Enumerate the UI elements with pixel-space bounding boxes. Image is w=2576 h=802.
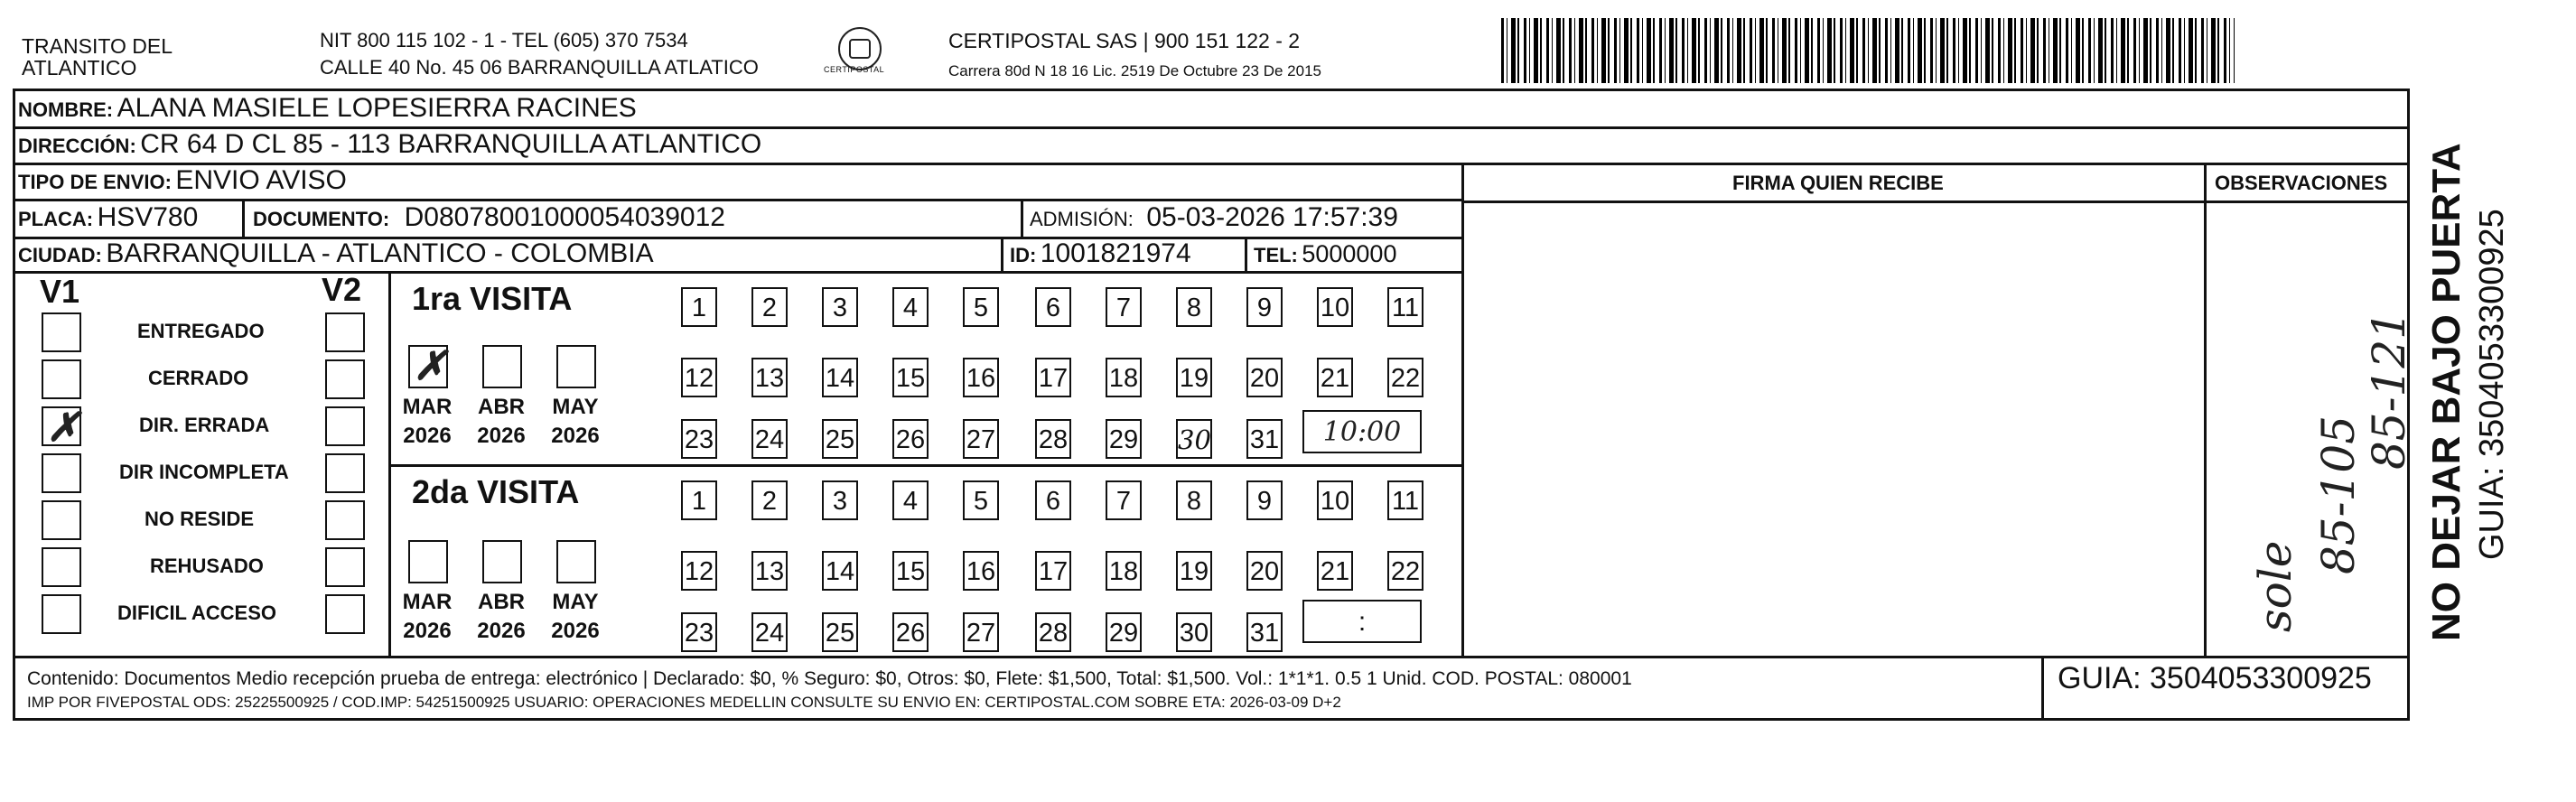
visit1-day-box[interactable]: 7 [1106, 287, 1142, 327]
v2-checkbox-entregado[interactable] [325, 312, 365, 352]
visit2-day-box[interactable]: 13 [751, 551, 788, 591]
visit2-day-box[interactable]: 22 [1387, 551, 1423, 591]
visit2-day-box[interactable]: 24 [751, 612, 788, 652]
v2-header: V2 [322, 271, 362, 308]
visit1-day-box[interactable]: 2 [751, 287, 788, 327]
visit2-month-box-mar[interactable] [408, 540, 448, 583]
visit2-day-box[interactable]: 16 [963, 551, 999, 591]
visit1-month-label: MAR [402, 395, 453, 419]
tel-cell [1254, 236, 1396, 276]
visit1-day-box[interactable]: 15 [892, 358, 929, 397]
tipo-value: ENVIO AVISO [175, 165, 347, 195]
visit1-day-box[interactable]: 24 [751, 419, 788, 459]
visit1-day-box[interactable]: 11 [1387, 287, 1423, 327]
visit2-day-box[interactable]: 27 [963, 612, 999, 652]
tipo-row [18, 163, 347, 203]
visit2-month-label: ABR [478, 590, 525, 614]
visit1-day-box[interactable]: 12 [681, 358, 717, 397]
visit1-day-box[interactable]: 8 [1176, 287, 1212, 327]
visit1-day-box[interactable]: 29 [1106, 419, 1142, 459]
visit1-day-box[interactable]: 31 [1246, 419, 1283, 459]
placa-cell [18, 200, 198, 240]
visit1-month-box-mar[interactable] [408, 345, 448, 388]
visit1-month-label: MAY [552, 395, 599, 419]
visit2-year-label: 2026 [551, 619, 600, 643]
v2-checkbox-dificil-acceso[interactable] [325, 594, 365, 634]
visit2-day-box[interactable]: 23 [681, 612, 717, 652]
nombre-label: NOMBRE: [18, 98, 114, 121]
observaciones-header: OBSERVACIONES [2215, 172, 2388, 194]
tipo-label: TIPO DE ENVIO: [18, 171, 172, 193]
visit1-day-box[interactable]: 6 [1035, 287, 1071, 327]
v1-checkbox-rehusado[interactable] [42, 547, 81, 587]
placa-label: PLACA: [18, 208, 94, 230]
visit1-day-box[interactable]: 19 [1176, 358, 1212, 397]
certipostal-logo-icon [838, 27, 882, 70]
visit1-day-box[interactable]: 5 [963, 287, 999, 327]
signature-area[interactable] [1465, 202, 2200, 654]
footer-content-line: Contenido: Documentos Medio recepción prueba de entrega: electrónico | Declarado: $0, % Seguro: $0, Otros: $0, Flete: $1,500, Total: $1,500. Vol.: 1*1*1. 0.5 1 Unid. COD. POSTAL: 080001 [27, 668, 1632, 689]
company-name-line2: ATLANTICO [22, 56, 137, 79]
firma-header: FIRMA QUIEN RECIBE [1732, 172, 1944, 194]
visit1-month-box-may[interactable] [556, 345, 596, 388]
v2-checkbox-rehusado[interactable] [325, 547, 365, 587]
barcode-icon [1501, 18, 2235, 83]
id-value: 1001821974 [1040, 238, 1191, 268]
visit2-day-box[interactable]: 14 [822, 551, 858, 591]
visit1-year-label: 2026 [551, 424, 600, 448]
visit2-day-box[interactable]: 5 [963, 480, 999, 520]
visit2-day-box[interactable]: 3 [822, 480, 858, 520]
visit2-day-box[interactable]: 8 [1176, 480, 1212, 520]
direccion-value: CR 64 D CL 85 - 113 BARRANQUILLA ATLANTICO [140, 129, 762, 159]
visit2-day-box[interactable]: 15 [892, 551, 929, 591]
visit2-month-label: MAR [402, 590, 453, 614]
x-mark-icon: ✗ [413, 343, 447, 389]
visit2-day-box[interactable]: 12 [681, 551, 717, 591]
v1-checkbox-no-reside[interactable] [42, 500, 81, 540]
handwritten-note-2: 85-105 [2312, 415, 2365, 574]
carrier-line: CERTIPOSTAL SAS | 900 151 122 - 2 [948, 29, 1301, 52]
tel-label: TEL: [1254, 244, 1298, 266]
visit1-day-box[interactable]: 1 [681, 287, 717, 327]
v2-checkbox-no-reside[interactable] [325, 500, 365, 540]
company-name-line1: TRANSITO DEL [22, 34, 173, 58]
visit2-day-box[interactable]: 17 [1035, 551, 1071, 591]
logo-text: CERTIPOSTAL [824, 65, 885, 74]
visit2-time-box[interactable]: : [1302, 600, 1422, 643]
visit2-day-box[interactable]: 30 [1176, 612, 1212, 652]
visit1-day-box[interactable]: 9 [1246, 287, 1283, 327]
side-guia: GUIA: 3504053300925 [2473, 209, 2511, 560]
v2-checkbox-dir-incompleta[interactable] [325, 453, 365, 493]
option-label: CERRADO [148, 367, 249, 389]
visit2-day-box[interactable]: 6 [1035, 480, 1071, 520]
visit2-year-label: 2026 [477, 619, 526, 643]
carrier-license: Carrera 80d N 18 16 Lic. 2519 De Octubre 23 De 2015 [948, 62, 1321, 79]
placa-value: HSV780 [97, 202, 199, 232]
nombre-row [18, 90, 637, 131]
visit2-day-box[interactable]: 10 [1317, 480, 1353, 520]
v2-checkbox-cerrado[interactable] [325, 359, 365, 399]
visit1-day-box[interactable]: 28 [1035, 419, 1071, 459]
visit2-month-label: MAY [552, 590, 599, 614]
visit2-day-box[interactable]: 4 [892, 480, 929, 520]
visit1-year-label: 2026 [477, 424, 526, 448]
visit2-day-box[interactable]: 1 [681, 480, 717, 520]
documento-value: D08078001000054039012 [404, 202, 725, 232]
tel-value: 5000000 [1302, 240, 1397, 267]
visit1-day-box[interactable]: 25 [822, 419, 858, 459]
option-label: ENTREGADO [137, 320, 265, 342]
visit1-title: 1ra VISITA [412, 280, 573, 317]
option-label: DIR INCOMPLETA [119, 461, 289, 483]
id-cell [1010, 236, 1191, 276]
documento-label: DOCUMENTO: [253, 208, 390, 230]
option-label: DIFICIL ACCESO [117, 602, 277, 624]
visit2-month-box-may[interactable] [556, 540, 596, 583]
documento-cell [253, 200, 725, 240]
option-label: DIR. ERRADA [139, 414, 270, 436]
visit1-day-box[interactable]: 14 [822, 358, 858, 397]
visit2-day-box[interactable]: 21 [1317, 551, 1353, 591]
v1-checkbox-entregado[interactable] [42, 312, 81, 352]
visit1-day-box[interactable]: 3 [822, 287, 858, 327]
visit2-day-box[interactable]: 25 [822, 612, 858, 652]
visit2-day-box[interactable]: 31 [1246, 612, 1283, 652]
visit2-day-box[interactable]: 9 [1246, 480, 1283, 520]
admision-value: 05-03-2026 17:57:39 [1146, 202, 1398, 232]
v1-header: V1 [40, 273, 80, 310]
visit2-title: 2da VISITA [412, 473, 580, 510]
v1-checkbox-dir-errada[interactable] [42, 405, 81, 451]
id-label: ID: [1010, 244, 1037, 266]
visit1-day-box[interactable]: 22 [1387, 358, 1423, 397]
visit1-year-label: 2026 [403, 424, 452, 448]
visit1-day-box[interactable]: 17 [1035, 358, 1071, 397]
nombre-value: ALANA MASIELE LOPESIERRA RACINES [117, 93, 637, 123]
v1-checkbox-dificil-acceso[interactable] [42, 594, 81, 634]
visit1-day-box[interactable]: 27 [963, 419, 999, 459]
direccion-label: DIRECCIÓN: [18, 135, 136, 157]
v2-checkbox-dir-errada[interactable] [325, 406, 365, 446]
x-mark-icon: ✗ [46, 405, 80, 451]
visit1-day-box[interactable]: 26 [892, 419, 929, 459]
visit2-day-box[interactable]: 26 [892, 612, 929, 652]
visit1-day-box[interactable]: 13 [751, 358, 788, 397]
side-warning: NO DEJAR BAJO PUERTA [2424, 143, 2469, 641]
v1-checkbox-cerrado[interactable] [42, 359, 81, 399]
handwritten-note-1: 85-121 [2363, 311, 2415, 470]
admision-label: ADMISIÓN: [1030, 208, 1134, 230]
ciudad-label: CIUDAD: [18, 244, 102, 266]
visit1-day-box[interactable]: 16 [963, 358, 999, 397]
visit2-day-box[interactable]: 29 [1106, 612, 1142, 652]
address-line: CALLE 40 No. 45 06 BARRANQUILLA ATLATICO [320, 56, 759, 79]
visit1-month-box-abr[interactable] [482, 345, 522, 388]
guia-number: GUIA: 3504053300925 [2058, 661, 2372, 695]
visit1-day-box[interactable]: 20 [1246, 358, 1283, 397]
visit1-day-box[interactable]: 4 [892, 287, 929, 327]
visit2-year-label: 2026 [403, 619, 452, 643]
visit2-day-box[interactable]: 28 [1035, 612, 1071, 652]
visit2-month-box-abr[interactable] [482, 540, 522, 583]
direccion-row [18, 126, 761, 167]
nit-line: NIT 800 115 102 - 1 - TEL (605) 370 7534 [320, 29, 688, 51]
visit2-day-box[interactable]: 18 [1106, 551, 1142, 591]
handwritten-note-3: sole [2249, 540, 2301, 632]
v1-checkbox-dir-incompleta[interactable] [42, 453, 81, 493]
visit2-day-box[interactable]: 19 [1176, 551, 1212, 591]
option-label: REHUSADO [150, 555, 264, 577]
visit1-day-box[interactable]: 21 [1317, 358, 1353, 397]
visit2-day-box[interactable]: 7 [1106, 480, 1142, 520]
ciudad-value: BARRANQUILLA - ATLANTICO - COLOMBIA [106, 238, 654, 268]
visit1-day-box[interactable]: 30 [1176, 419, 1212, 459]
visit1-day-box[interactable]: 23 [681, 419, 717, 459]
option-label: NO RESIDE [145, 508, 255, 530]
visit2-day-box[interactable]: 2 [751, 480, 788, 520]
visit1-day-box[interactable]: 10 [1317, 287, 1353, 327]
visit2-day-box[interactable]: 11 [1387, 480, 1423, 520]
visit1-month-label: ABR [478, 395, 525, 419]
admision-cell [1030, 200, 1398, 240]
visit1-day-box[interactable]: 18 [1106, 358, 1142, 397]
footer-print-line: IMP POR FIVEPOSTAL ODS: 25225500925 / COD.IMP: 54251500925 USUARIO: OPERACIONES MEDELLIN CONSULTE SU ENVIO EN: CERTIPOSTAL.COM SOBRE ETA: 2026-03-09 D+2 [27, 694, 1341, 711]
visit1-time-box[interactable]: 10:00 [1302, 410, 1422, 453]
visit2-day-box[interactable]: 20 [1246, 551, 1283, 591]
